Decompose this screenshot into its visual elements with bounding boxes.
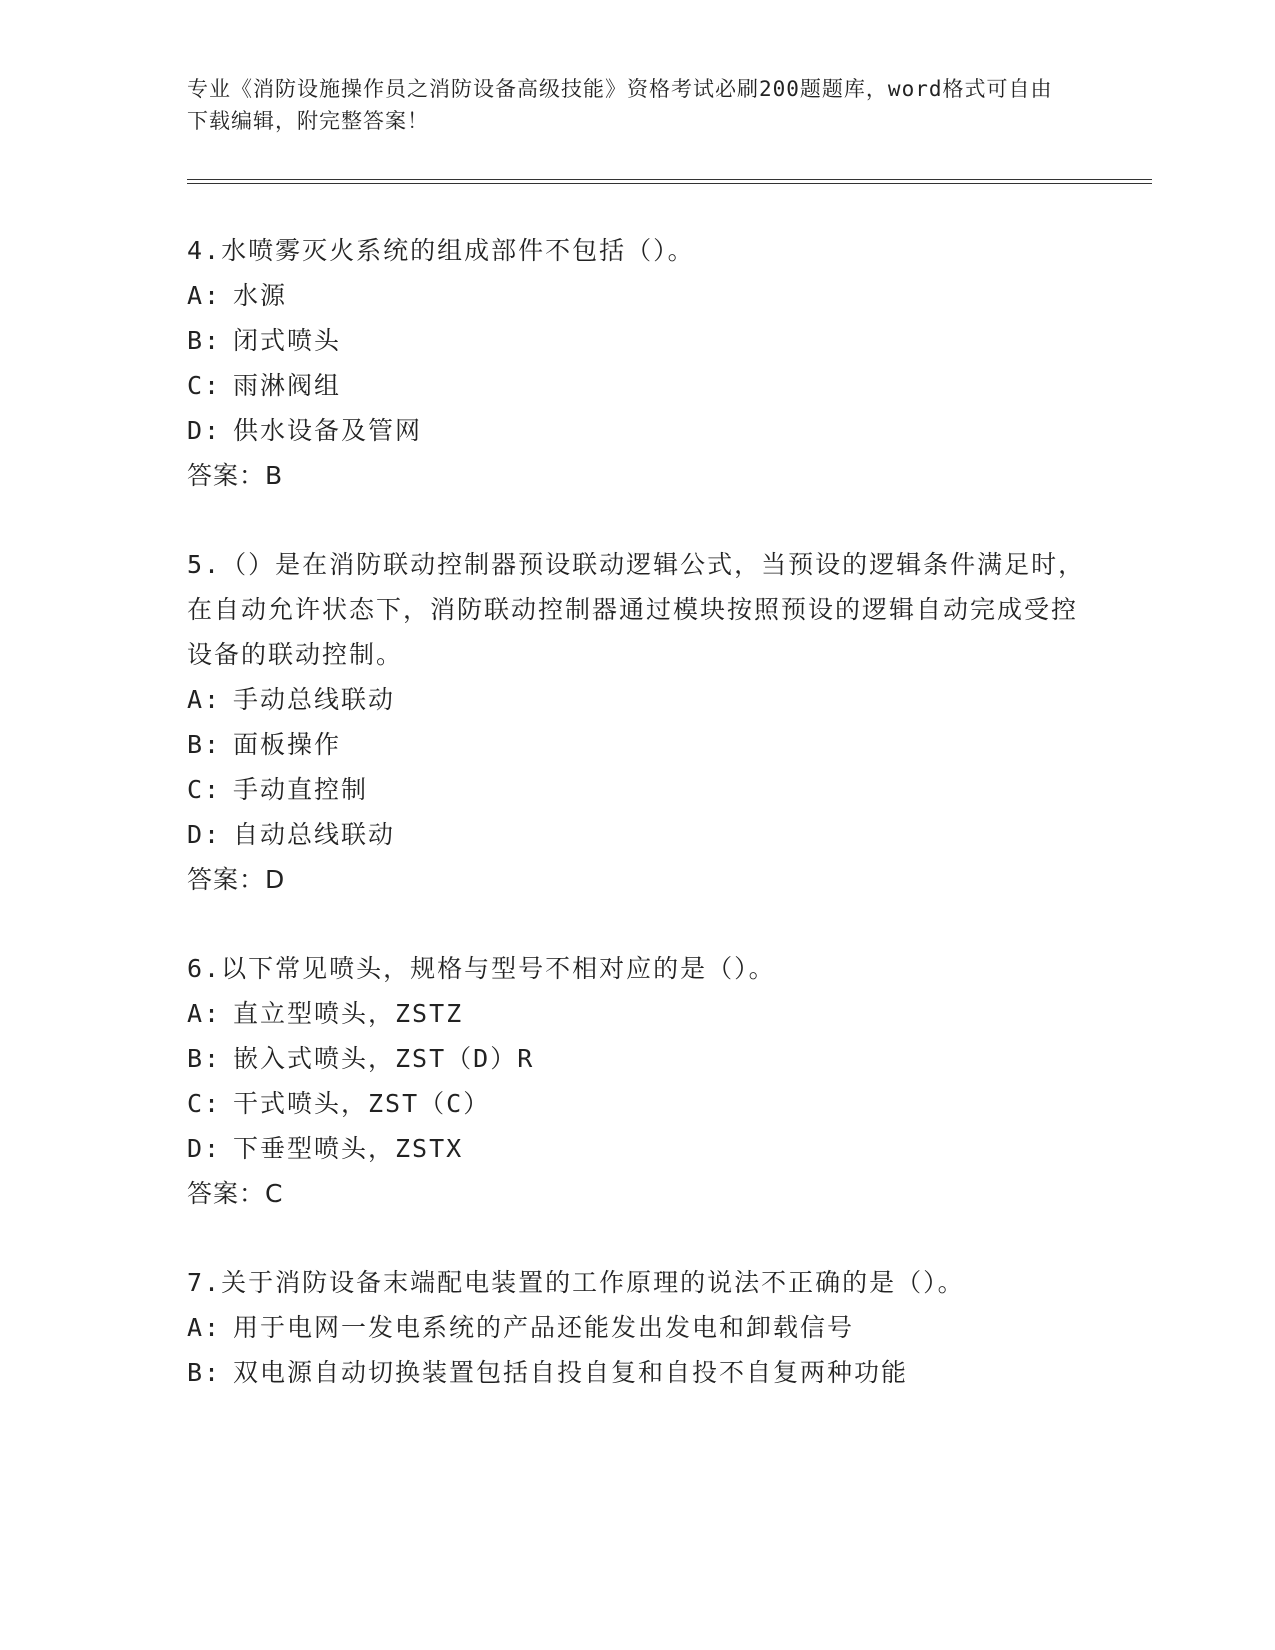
option-a <box>187 1305 1087 1350</box>
answer-line: 答案：B <box>187 461 284 490</box>
option-d <box>187 812 1087 857</box>
option-c <box>187 1081 1087 1126</box>
header-note: 专业《消防设施操作员之消防设备高级技能》资格考试必刷200题题库，word格式可自由下载编辑，附完整答案！ <box>187 77 1053 133</box>
option-letter: B: <box>187 1044 222 1073</box>
option-text: 双电源自动切换装置包括自投自复和自投不自复两种功能 <box>233 1358 909 1387</box>
option-letter: B: <box>187 1358 222 1387</box>
option-text: 面板操作 <box>233 730 342 759</box>
option-b <box>187 722 1087 767</box>
option-letter: C: <box>187 371 222 400</box>
option-letter: B: <box>187 730 222 759</box>
option-text: 用于电网一发电系统的产品还能发出发电和卸载信号 <box>233 1313 855 1342</box>
question-stem: 5.（）是在消防联动控制器预设联动逻辑公式，当预设的逻辑条件满足时，在自动允许状态下，消防联动控制器通过模块按照预设的逻辑自动完成受控设备的联动控制。 <box>187 550 1086 669</box>
option-text: 手动总线联动 <box>233 685 396 714</box>
question-item <box>187 1260 1087 1395</box>
option-letter: D: <box>187 1134 222 1163</box>
option-b <box>187 1036 1087 1081</box>
option-text: 水源 <box>233 281 288 310</box>
option-c <box>187 363 1087 408</box>
option-letter: A: <box>187 281 222 310</box>
answer-line: 答案：C <box>187 1179 284 1208</box>
option-text: 下垂型喷头，ZSTX <box>233 1134 464 1163</box>
option-b <box>187 318 1087 363</box>
option-letter: D: <box>187 820 222 849</box>
option-letter: A: <box>187 999 222 1028</box>
header-divider-bottom <box>187 183 1152 184</box>
option-a <box>187 273 1087 318</box>
option-a <box>187 677 1087 722</box>
option-d <box>187 408 1087 453</box>
option-c <box>187 767 1087 812</box>
option-text: 供水设备及管网 <box>233 416 423 445</box>
option-letter: C: <box>187 775 222 804</box>
answer-line: 答案：D <box>187 865 286 894</box>
option-letter: A: <box>187 1313 222 1342</box>
option-text: 闭式喷头 <box>233 326 342 355</box>
option-text: 直立型喷头，ZSTZ <box>233 999 464 1028</box>
option-text: 干式喷头，ZST（C） <box>233 1089 491 1118</box>
question-item <box>187 946 1087 1216</box>
option-letter: D: <box>187 416 222 445</box>
option-letter: A: <box>187 685 222 714</box>
option-a <box>187 991 1087 1036</box>
question-list <box>187 228 1087 1439</box>
question-stem: 7.关于消防设备末端配电装置的工作原理的说法不正确的是（）。 <box>187 1268 965 1297</box>
question-item <box>187 542 1087 902</box>
option-letter: B: <box>187 326 222 355</box>
header-divider-top <box>187 179 1152 180</box>
question-stem: 6.以下常见喷头，规格与型号不相对应的是（）。 <box>187 954 776 983</box>
option-text: 雨淋阀组 <box>233 371 342 400</box>
question-item <box>187 228 1087 498</box>
option-letter: C: <box>187 1089 222 1118</box>
option-d <box>187 1126 1087 1171</box>
option-text: 嵌入式喷头，ZST（D）R <box>233 1044 535 1073</box>
question-stem: 4.水喷雾灭火系统的组成部件不包括（）。 <box>187 236 695 265</box>
option-text: 手动直控制 <box>233 775 369 804</box>
option-b <box>187 1350 1087 1395</box>
option-text: 自动总线联动 <box>233 820 396 849</box>
